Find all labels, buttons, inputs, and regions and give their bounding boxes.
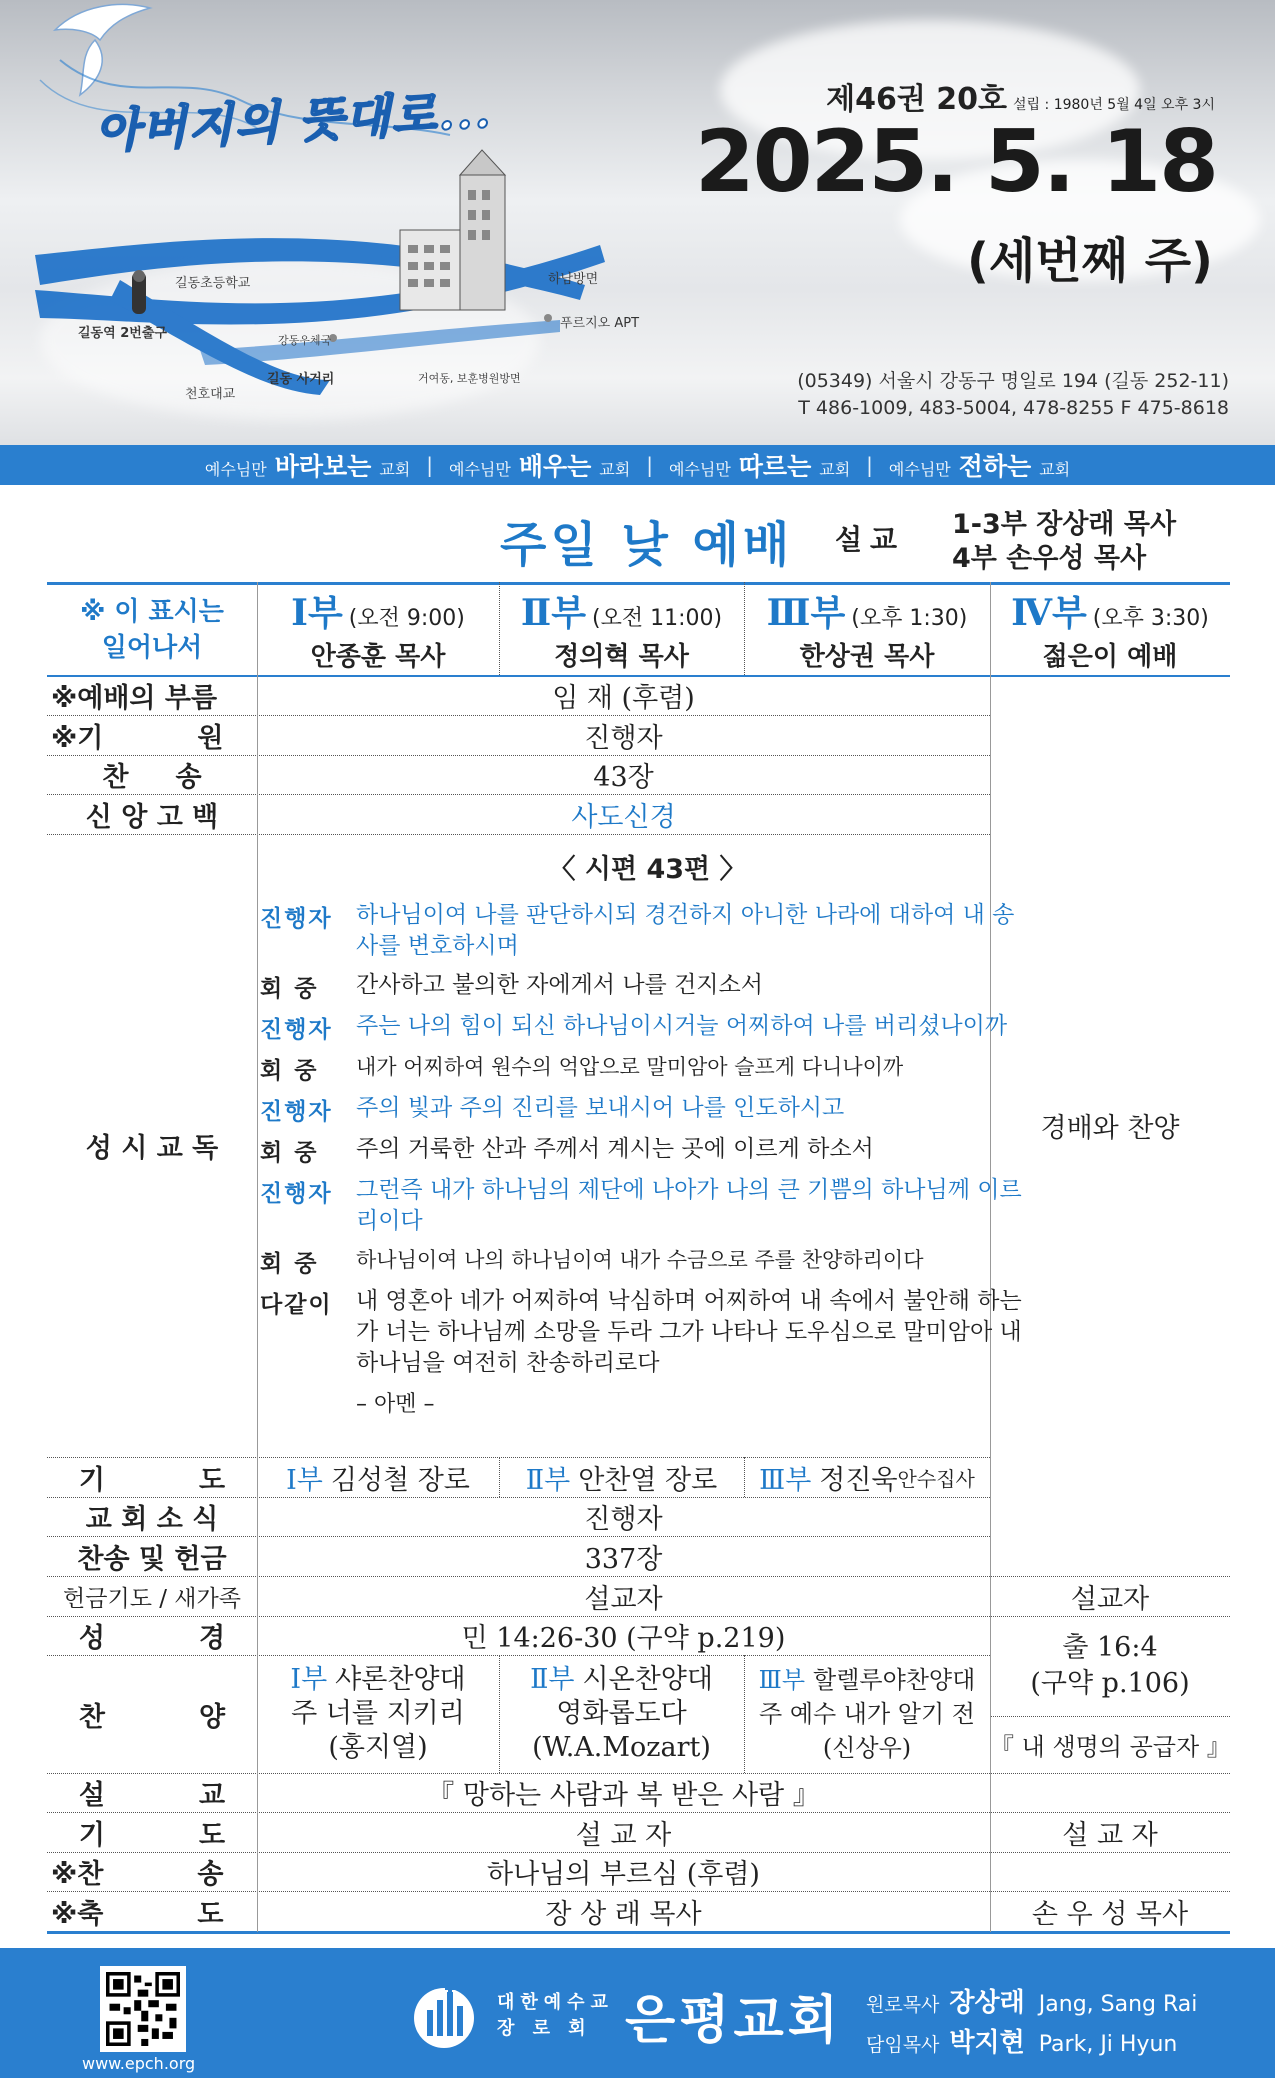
reading-line (260, 1052, 1035, 1085)
anthem-title: 주 너를 지키리 (291, 1698, 465, 1729)
psalm-title: 〈 시편 43편 〉 (548, 854, 747, 885)
part-2-header (499, 582, 744, 675)
prayer-leader: 김성철 장로 (330, 1464, 470, 1496)
responsive-reading (260, 847, 1035, 1418)
part-number: Ⅰ부 (290, 1664, 328, 1695)
pastor-english-name: Park, Ji Hyun (1038, 2032, 1178, 2057)
reading-text: 주는 나의 힘이 되신 하나님이시거늘 어찌하여 나를 버리셨나이까 (356, 1013, 1008, 1039)
church-phone: T 486-1009, 483-5004, 478-8255 F 475-8618 (798, 397, 1229, 419)
map-label-bridge: 천호대교 (185, 387, 236, 402)
part-number: Ⅱ부 (520, 591, 587, 634)
part-number: Ⅲ부 (766, 591, 846, 634)
pastor-role: 담임목사 (866, 2034, 940, 2056)
church-name: 은평교회 (625, 1991, 842, 2051)
part-pastor: 젊은이 예배 (1042, 641, 1178, 672)
motto-post: 교회 (599, 460, 631, 479)
subway-exit-icon (132, 270, 146, 314)
row-label-call: ※예배의 부름 (51, 682, 218, 714)
qr-code-icon (106, 1972, 180, 2046)
reading-line (260, 1286, 1035, 1379)
row-label-news: 교 회 소 식 (85, 1504, 219, 1535)
amen-text: – 아멘 – (356, 1392, 435, 1417)
row-label-hymn: 찬 송 (102, 762, 202, 793)
part4-worship: 경배와 찬양 (1040, 1113, 1180, 1144)
choir-name: 시온찬양대 (582, 1664, 713, 1695)
motto-pre: 예수님만 (449, 460, 511, 479)
standing-note-line2: 일어나서 (101, 633, 203, 663)
motto-item (889, 447, 1070, 483)
row-label-benediction: ※축 도 (51, 1898, 224, 1930)
row-label-prayer2: 기 도 (78, 1819, 226, 1851)
anthem-part-1 (257, 1655, 499, 1773)
reading-line (260, 1011, 1035, 1044)
reading-line (260, 970, 1035, 1003)
pastor-role: 원로목사 (866, 1994, 940, 2016)
anthem-composer: (홍지열) (328, 1732, 428, 1763)
divider: | (646, 453, 653, 477)
motto-verb: 따르는 (738, 452, 812, 481)
reading-text: 주의 거룩한 산과 주께서 계시는 곳에 이르게 하소서 (356, 1136, 874, 1162)
offering-value: 337장 (584, 1543, 663, 1575)
part-4-header (990, 582, 1230, 675)
motto-pre: 예수님만 (888, 460, 951, 479)
part4-scripture (990, 1616, 1230, 1716)
reading-text: 내 영혼아 네가 어찌하여 낙심하며 어찌하여 내 속에서 불안해 하는가 너는 하나님께 소망을 두라 그가 나타나 도우심으로 말미암아 내 하나님을 여전히 찬송하리로다 (356, 1288, 1022, 1376)
part4-sermon-title: 『 내 생명의 공급자 』 (990, 1733, 1231, 1761)
row-label-creed: 신 앙 고 백 (85, 801, 219, 833)
denomination-line2: 장 로 회 (497, 2018, 592, 2039)
part4-benediction: 손 우 성 목사 (1031, 1898, 1189, 1930)
pastor-korean-name: 장상래 (949, 1988, 1025, 2018)
scripture-value: 민 14:26-30 (구약 p.219) (461, 1623, 786, 1654)
church-address: (05349) 서울시 강동구 명일로 194 (길동 252-11) (797, 370, 1229, 392)
reading-text: 하나님이여 나의 하나님이여 내가 수금으로 주를 찬양하리이다 (356, 1248, 924, 1272)
bulletin-header (0, 0, 1275, 445)
part-number: Ⅱ부 (525, 1464, 571, 1496)
divider: | (866, 453, 873, 477)
part4-scripture-page: (구약 p.106) (1030, 1668, 1190, 1699)
volume-number: 제46권 20호 (826, 82, 1008, 117)
bulletin-week: (세번째 주) (966, 233, 1213, 289)
choir-name: 할렐루야찬양대 (813, 1666, 976, 1694)
part-1-header (257, 582, 499, 675)
map-label-hospital: 거여동, 보훈병원방면 (418, 372, 521, 385)
part-pastor: 정의혁 목사 (554, 641, 689, 672)
part4-prayer2: 설 교 자 (1062, 1819, 1158, 1851)
anthem-title: 주 예수 내가 알기 전 (759, 1700, 975, 1728)
prayer2-value: 설 교 자 (575, 1819, 672, 1851)
reading-speaker: 진행자 (260, 906, 333, 932)
sermon-label: 설교 (835, 523, 906, 556)
pastor-english-name: Jang, Sang Rai (1038, 1992, 1198, 2017)
prayer-leader: 정진욱 (819, 1464, 898, 1496)
part-pastor: 안종훈 목사 (310, 641, 446, 672)
map-label-exit: 길동역 2번출구 (78, 326, 167, 341)
part-number: Ⅱ부 (530, 1664, 575, 1695)
map-label-post: 강동우체국 (278, 334, 332, 347)
reading-line (260, 1093, 1035, 1126)
sermon-title: 『 망하는 사람과 복 받은 사람 』 (427, 1780, 820, 1811)
pastor-korean-name: 박지현 (949, 2028, 1025, 2058)
row-label-sermon: 설 교 (78, 1780, 226, 1811)
prayer-leader: 안찬열 장로 (578, 1464, 718, 1496)
part-time: (오후 3:30) (1092, 605, 1209, 631)
reading-speaker: 진행자 (260, 1181, 333, 1207)
part4-offering-prayer: 설교자 (1070, 1583, 1150, 1615)
reading-speaker: 회 중 (260, 1058, 319, 1084)
anthem-title: 영화롭도다 (556, 1698, 687, 1729)
hymn2-value: 하나님의 부르심 (후렴) (487, 1859, 760, 1890)
reading-speaker: 진행자 (260, 1099, 333, 1125)
reading-line (260, 1175, 1035, 1237)
reading-speaker: 회 중 (260, 976, 319, 1002)
motto-banner (0, 445, 1275, 485)
motto-verb: 배우는 (518, 452, 592, 481)
map-label-intersection: 길동 사거리 (267, 372, 335, 387)
reading-speaker: 회 중 (260, 1140, 319, 1166)
part-number: Ⅰ부 (286, 1464, 323, 1496)
reading-speaker: 회 중 (260, 1251, 319, 1277)
part-number: Ⅲ부 (759, 1464, 812, 1496)
row-label-offering: 찬송 및 헌금 (77, 1543, 227, 1575)
part-time: (오전 11:00) (592, 605, 723, 631)
website-url[interactable]: www.epch.org (82, 2054, 196, 2073)
row-label-invocation: ※기 원 (51, 722, 224, 754)
creed-value: 사도신경 (571, 801, 676, 833)
reading-text: 하나님이여 나를 판단하시되 경건하지 아니한 나라에 대하여 내 송사를 변호하시며 (356, 902, 1015, 959)
bulletin-date: 2025. 5. 18 (694, 112, 1217, 212)
map-label-school: 길동초등학교 (175, 276, 251, 291)
map-label-apt: 푸르지오 APT (560, 316, 640, 331)
established-date: 설립 : 1980년 5월 4일 오후 3시 (1013, 97, 1215, 113)
standing-note (47, 586, 257, 674)
preacher-line-1: 1-3부 장상래 목사 (952, 509, 1177, 540)
part4-scripture-ref: 출 16:4 (1062, 1632, 1158, 1663)
senior-pastor (866, 2022, 1177, 2059)
call-value: 임 재 (후렴) (552, 682, 695, 714)
motto-item (205, 447, 410, 483)
prayer-part-2 (499, 1457, 744, 1497)
reading-line (260, 900, 1035, 962)
part-3-header (744, 582, 990, 675)
news-value: 진행자 (584, 1504, 663, 1535)
choir-name: 샤론찬양대 (335, 1664, 466, 1695)
emeritus-pastor (866, 1982, 1197, 2019)
denomination-line1: 대한예수교 (497, 1992, 614, 2013)
reading-line (260, 1134, 1035, 1167)
motto-post: 교회 (379, 460, 411, 479)
logo-script: 아버지의 뜻대로... (94, 83, 494, 159)
part-time: (오전 9:00) (348, 605, 465, 631)
offering-prayer-value: 설교자 (584, 1583, 663, 1615)
part-number: Ⅳ부 (1011, 591, 1087, 634)
motto-pre: 예수님만 (668, 460, 731, 479)
row-label-scripture: 성 경 (78, 1623, 226, 1654)
bulletin-footer (0, 1948, 1275, 2078)
part-number: Ⅰ부 (291, 591, 343, 634)
row-label-reading: 성 시 교 독 (85, 1133, 219, 1164)
invocation-value: 진행자 (584, 722, 663, 754)
church-building-icon (400, 150, 505, 310)
reading-text: 간사하고 불의한 자에게서 나를 건지소서 (356, 972, 763, 998)
anthem-composer: (신상우) (822, 1734, 912, 1762)
motto-post: 교회 (819, 460, 851, 479)
prayer-leader-title: 안수집사 (897, 1466, 975, 1491)
anthem-part-2 (499, 1655, 744, 1773)
motto-verb: 전하는 (958, 452, 1032, 481)
reading-text: 내가 어찌하여 원수의 억압으로 말미암아 슬프게 다니나이까 (356, 1055, 904, 1079)
prayer-part-3 (744, 1457, 990, 1497)
order-of-worship-table (47, 582, 1230, 1934)
motto-verb: 바라보는 (274, 452, 372, 481)
prayer-part-1 (257, 1457, 499, 1497)
divider: | (426, 453, 433, 477)
reading-line (260, 1245, 1035, 1278)
reading-speaker: 다같이 (260, 1292, 333, 1318)
reading-text: 주의 빛과 주의 진리를 보내시어 나를 인도하시고 (356, 1095, 845, 1121)
row-label-anthem: 찬 양 (78, 1701, 226, 1733)
row-label-offering-prayer: 헌금기도 / 새가족 (63, 1585, 241, 1612)
part-number: Ⅲ부 (758, 1666, 806, 1694)
reading-text: 그런즉 내가 하나님의 제단에 나아가 나의 큰 기쁨의 하나님께 이르리이다 (356, 1177, 1022, 1234)
table-bottom-border (47, 1931, 1230, 1934)
anthem-composer: (W.A.Mozart) (532, 1732, 711, 1763)
motto-item (669, 447, 850, 483)
church-logo-icon (413, 1980, 475, 2050)
reading-speaker: 진행자 (260, 1017, 333, 1043)
map-label-hanam: 하남방면 (548, 272, 599, 287)
preacher-line-2: 4부 손우성 목사 (952, 543, 1147, 574)
part-pastor: 한상권 목사 (799, 641, 935, 672)
qr-code[interactable] (100, 1966, 186, 2052)
standing-note-line1: ※ 이 표시는 (80, 597, 224, 627)
motto-post: 교회 (1039, 460, 1071, 479)
hymn-value: 43장 (593, 762, 654, 793)
part-time: (오후 1:30) (851, 605, 968, 631)
benediction-value: 장 상 래 목사 (545, 1898, 702, 1930)
row-label-prayer: 기 도 (78, 1464, 226, 1496)
anthem-part-3 (744, 1655, 990, 1773)
service-title: 주일 낮 예배 (500, 517, 794, 573)
row-label-hymn2: ※찬 송 (51, 1859, 224, 1890)
motto-pre: 예수님만 (204, 460, 267, 479)
motto-item (449, 447, 630, 483)
